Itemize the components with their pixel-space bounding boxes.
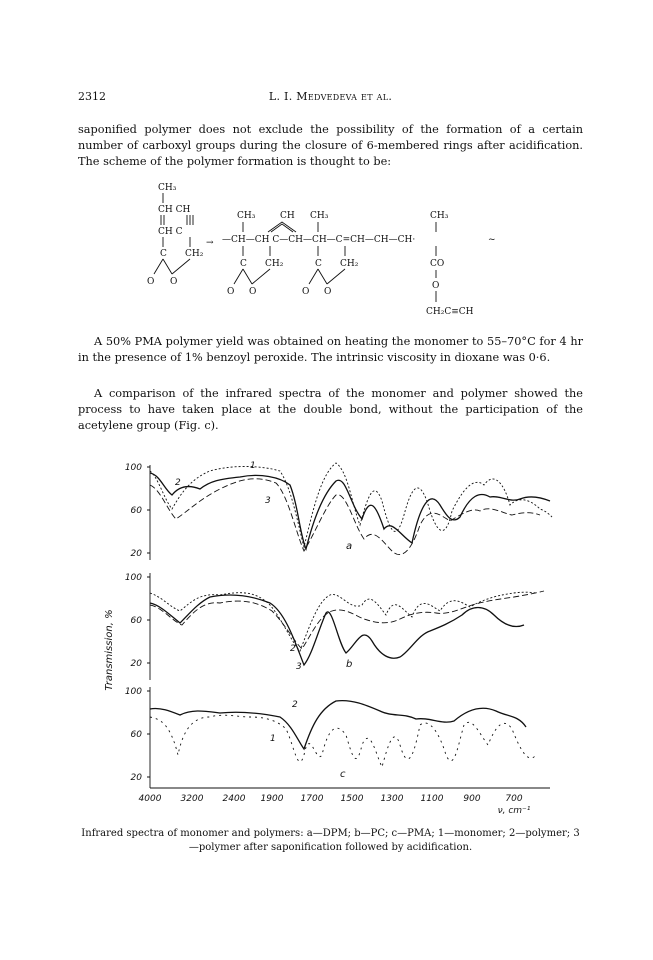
panel-a-curve-3: [150, 479, 540, 555]
panel-c-curve-2: [150, 701, 526, 749]
panel-a-label-3: 3: [265, 496, 271, 506]
polymer-chain: —CH—CH C—CH—CH—C=CH—CH—CH·: [222, 235, 416, 245]
polymer-c-1: C: [240, 259, 247, 269]
panel-c-label-2: 2: [292, 700, 298, 710]
x-tick-4000: 4000: [138, 794, 162, 804]
panel-b-tick-20: 20: [130, 659, 142, 669]
panel-c-tick-20: 20: [130, 773, 142, 783]
x-tick-2400: 2400: [222, 794, 246, 804]
x-tick-1700: 1700: [300, 794, 324, 804]
panel-b-curve-3: [150, 595, 524, 665]
panel-a-label-1: 1: [250, 461, 256, 471]
polymerization-scheme: [130, 178, 530, 326]
x-tick-3200: 3200: [180, 794, 204, 804]
panel-a-tick-60: 60: [130, 506, 142, 516]
paragraph-1: saponified polymer does not exclude the possibility of the formation of a certain number of carboxyl groups during the closure of 6-membered rings after acidification. The scheme of the polymer formation is thought to be:: [78, 123, 583, 168]
monomer-row1: CH CH: [158, 205, 191, 215]
monomer-ch3: CH₃: [158, 183, 177, 193]
panel-b-tick-60: 60: [130, 616, 142, 626]
panel-c-curve-1: [150, 715, 536, 767]
panel-c-letter: c: [340, 769, 346, 780]
y-axis-label: Transmission, %: [104, 609, 115, 691]
x-tick-1900: 1900: [260, 794, 284, 804]
polymer-o-4: O: [324, 287, 332, 297]
polymer-o-3: O: [302, 287, 310, 297]
panel-a-tick-20: 20: [130, 549, 142, 559]
polymer-o-bridge: O: [432, 281, 440, 291]
polymer-o-1: O: [227, 287, 235, 297]
panel-c-label-1: 1: [270, 734, 276, 744]
x-tick-1500: 1500: [340, 794, 364, 804]
panel-b: [125, 573, 544, 680]
panel-b-tick-100: 100: [124, 573, 142, 583]
figure-caption: Infrared spectra of monomer and polymers: a—DPM; b—PC; c—PMA; 1—monomer; 2—polymer; 3—polymer after saponification followed by acidification.: [81, 828, 580, 853]
monomer-o-left: O: [147, 277, 155, 287]
panel-a-label-2: 2: [175, 478, 181, 488]
panel-b-letter: b: [346, 659, 353, 670]
panel-b-label-2: 2: [290, 644, 296, 654]
polymer-o-2: O: [249, 287, 257, 297]
monomer-ch2: CH₂: [185, 249, 204, 259]
monomer-row2: CH C: [158, 227, 183, 237]
x-tick-1300: 1300: [380, 794, 404, 804]
panel-c-tick-100: 100: [124, 687, 142, 697]
panel-b-label-3: 3: [296, 662, 302, 672]
page-header: [78, 90, 583, 106]
polymer-tilde: ~: [488, 235, 496, 245]
x-axis-ticks: [139, 794, 523, 804]
panel-c-tick-60: 60: [130, 730, 142, 740]
reaction-arrow: →: [206, 238, 214, 248]
x-axis-unit: ν, cm⁻¹: [497, 806, 531, 816]
polymer-ch2-1: CH₂: [265, 259, 284, 269]
panel-a-curve-2: [150, 463, 552, 547]
ir-spectra-figure: [100, 455, 560, 820]
x-tick-1100: 1100: [420, 794, 444, 804]
panel-c: [125, 687, 536, 788]
polymer-ch2-2: CH₂: [340, 259, 359, 269]
paragraph-2: A 50% PMA polymer yield was obtained on heating the monomer to 55–70°C for 4 hr in the presence of 1% benzoyl peroxide. The intrinsic viscosity in dioxane was 0·6.: [78, 335, 583, 364]
polymer-ch: CH: [280, 211, 295, 221]
running-head: L. I. Medvedeva et al.: [268, 90, 393, 103]
paragraph-3: A comparison of the infrared spectra of the monomer and polymer showed the process to have taken place at the double bond, without the participation of the acetylene group (Fig. c).: [78, 387, 583, 432]
panel-b-curve-2: [150, 592, 536, 651]
x-tick-900: 900: [463, 794, 481, 804]
polymer-ch3-1: CH₃: [237, 211, 256, 221]
monomer-o-right: O: [170, 277, 178, 287]
polymer-c-2: C: [315, 259, 322, 269]
polymer-co: CO: [430, 259, 445, 269]
polymer-ch3-2: CH₃: [310, 211, 329, 221]
monomer-c: C: [160, 249, 167, 259]
page-number: 2312: [78, 90, 106, 103]
ir-spectra-svg: [100, 455, 560, 820]
x-tick-700: 700: [505, 794, 523, 804]
polymer-ch3-3: CH₃: [430, 211, 449, 221]
polymer-terminal: CH₂C≡CH: [426, 307, 474, 317]
panel-a-tick-100: 100: [124, 463, 142, 473]
panel-a: [125, 461, 552, 560]
panel-a-letter: a: [346, 541, 353, 552]
